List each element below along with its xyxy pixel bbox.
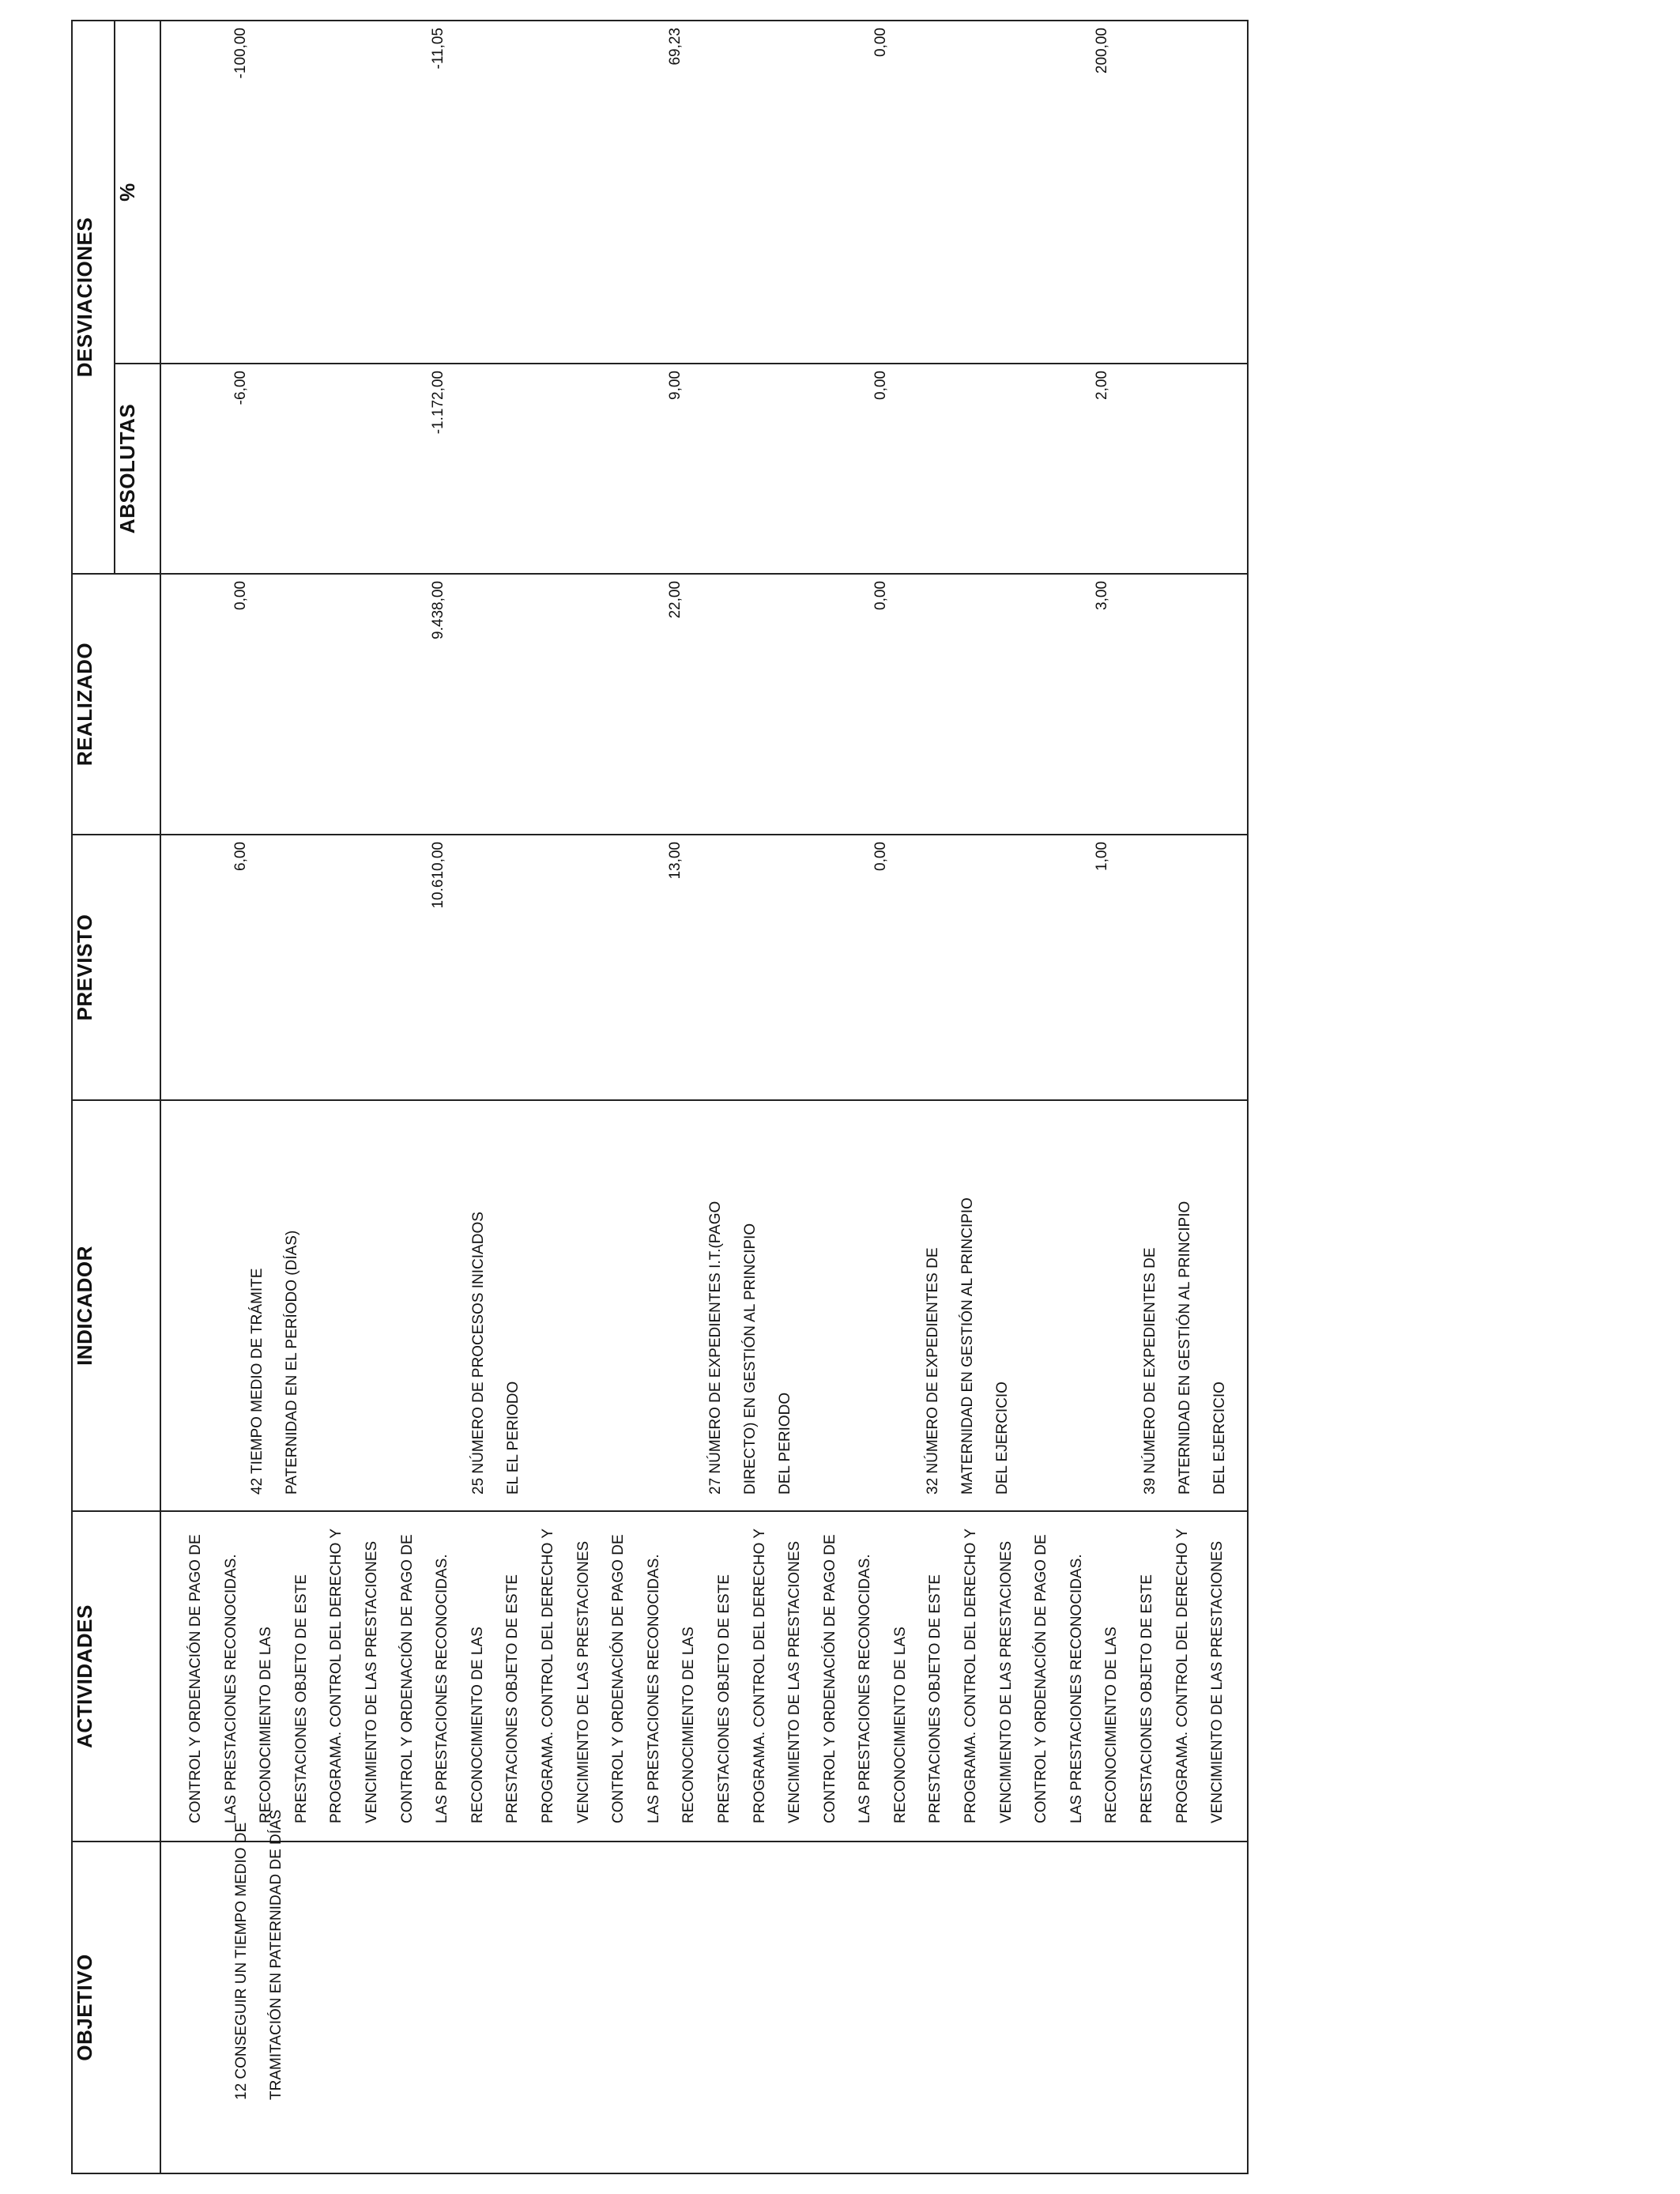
indicador-line: PATERNIDAD EN GESTIÓN AL PRINCIPIO	[1177, 1201, 1193, 1495]
actividad-line: PROGRAMA. CONTROL DEL DERECHO Y	[539, 1528, 556, 1823]
actividad-line: RECONOCIMIENTO DE LAS	[1103, 1627, 1121, 1823]
indicador-line: 42 TIEMPO MEDIO DE TRÁMITE	[249, 1268, 266, 1495]
actividades-cell	[160, 1511, 1248, 1842]
actividad-line: RECONOCIMIENTO DE LAS	[891, 1627, 909, 1823]
realizado-value: 0,00	[872, 581, 889, 610]
indicador-entry	[461, 1112, 531, 1495]
indicador-line: 32 NÚMERO DE EXPEDIENTES DE	[925, 1247, 941, 1495]
absolutas-value: -1.172,00	[430, 371, 446, 435]
actividad-line: LAS PRESTACIONES RECONOCIDAS.	[434, 1554, 451, 1823]
actividad-line: PRESTACIONES OBJETO DE ESTE	[927, 1574, 944, 1823]
porcentaje-cell	[160, 21, 1248, 364]
actividad-line: LAS PRESTACIONES RECONOCIDAS.	[857, 1554, 874, 1823]
indicador-line: PATERNIDAD EN EL PERÍODO (DÍAS)	[284, 1230, 300, 1495]
previsto-value: 10.610,00	[430, 842, 446, 909]
absolutas-cell	[160, 364, 1248, 574]
actividad-line: CONTROL Y ORDENACIÓN DE PAGO DE	[610, 1534, 627, 1823]
porcentaje-value: 0,00	[872, 28, 889, 57]
actividad-line: PROGRAMA. CONTROL DEL DERECHO Y	[962, 1528, 980, 1823]
actividad-line: VENCIMIENTO DE LAS PRESTACIONES	[363, 1540, 380, 1823]
indicador-line: DEL EJERCICIO	[1211, 1382, 1228, 1495]
actividad-line: CONTROL Y ORDENACIÓN DE PAGO DE	[1033, 1534, 1050, 1823]
actividad-line: PRESTACIONES OBJETO DE ESTE	[504, 1574, 522, 1823]
actividad-line: CONTROL Y ORDENACIÓN DE PAGO DE	[821, 1534, 838, 1823]
indicador-line: EL EL PERIODO	[505, 1381, 522, 1495]
header-indicador: INDICADOR	[72, 1100, 160, 1511]
previsto-value: 1,00	[1094, 842, 1110, 871]
objetivo-line: TRAMITACIÓN EN PATERNIDAD DE DÍAS	[268, 1809, 284, 2100]
realizado-cell	[160, 574, 1248, 835]
indicador-entry	[1133, 1112, 1237, 1495]
realizado-value: 9.438,00	[430, 581, 446, 639]
header-objetivo: OBJETIVO	[72, 1842, 160, 2173]
actividades-list	[179, 1523, 1236, 1823]
objetivo-cell	[160, 1809, 1248, 2173]
porcentaje-value: 200,00	[1094, 28, 1110, 74]
objetivo-text	[224, 1809, 294, 2100]
indicador-line: MATERNIDAD EN GESTIÓN AL PRINCIPIO	[959, 1197, 976, 1495]
actividad-line: PROGRAMA. CONTROL DEL DERECHO Y	[328, 1528, 345, 1823]
previsto-value: 0,00	[872, 842, 889, 871]
porcentaje-value: 69,23	[667, 28, 684, 66]
header-realizado: REALIZADO	[72, 574, 160, 835]
actividad-line: CONTROL Y ORDENACIÓN DE PAGO DE	[187, 1534, 204, 1823]
realizado-value: 0,00	[232, 581, 249, 610]
realizado-value: 22,00	[667, 581, 684, 619]
indicador-line: DEL EJERCICIO	[994, 1382, 1011, 1495]
indicador-line: DIRECTO) EN GESTIÓN AL PRINCIPIO	[742, 1223, 759, 1495]
actividad-line: VENCIMIENTO DE LAS PRESTACIONES	[574, 1540, 592, 1823]
absolutas-value: -6,00	[232, 371, 249, 405]
actividad-line: CONTROL Y ORDENACIÓN DE PAGO DE	[398, 1534, 416, 1823]
realizado-value: 3,00	[1094, 581, 1110, 610]
previsto-value: 13,00	[667, 842, 684, 880]
indicador-line: 25 NÚMERO DE PROCESOS INICIADOS	[470, 1212, 487, 1495]
indicador-line: 39 NÚMERO DE EXPEDIENTES DE	[1142, 1247, 1158, 1495]
actividad-line: RECONOCIMIENTO DE LAS	[680, 1627, 698, 1823]
actividad-line: VENCIMIENTO DE LAS PRESTACIONES	[1209, 1540, 1226, 1823]
actividad-line: PRESTACIONES OBJETO DE ESTE	[715, 1574, 733, 1823]
objectives-table	[71, 20, 1249, 2174]
indicador-entry	[699, 1112, 803, 1495]
actividad-line: PRESTACIONES OBJETO DE ESTE	[292, 1574, 310, 1823]
indicador-entry	[916, 1112, 1020, 1495]
actividad-line: LAS PRESTACIONES RECONOCIDAS.	[1068, 1554, 1085, 1823]
actividad-line: PROGRAMA. CONTROL DEL DERECHO Y	[751, 1528, 768, 1823]
actividad-line: LAS PRESTACIONES RECONOCIDAS.	[222, 1554, 239, 1823]
indicador-entry	[240, 1112, 310, 1495]
indicador-cell	[160, 1100, 1248, 1511]
absolutas-value: 0,00	[872, 371, 889, 400]
previsto-value: 6,00	[232, 842, 249, 871]
header-porcentaje: %	[115, 21, 160, 364]
absolutas-value: 9,00	[667, 371, 684, 400]
indicador-line: DEL PERIODO	[777, 1392, 793, 1495]
actividad-line: LAS PRESTACIONES RECONOCIDAS.	[645, 1554, 662, 1823]
actividad-line: RECONOCIMIENTO DE LAS	[258, 1627, 275, 1823]
actividad-line: VENCIMIENTO DE LAS PRESTACIONES	[997, 1540, 1015, 1823]
indicador-line: 27 NÚMERO DE EXPEDIENTES I.T.(PAGO	[707, 1201, 724, 1495]
actividad-line: PRESTACIONES OBJETO DE ESTE	[1139, 1574, 1156, 1823]
objetivo-line: 12 CONSEGUIR UN TIEMPO MEDIO DE	[233, 1822, 250, 2100]
previsto-cell	[160, 835, 1248, 1100]
porcentaje-value: -11,05	[430, 28, 446, 70]
header-previsto: PREVISTO	[72, 835, 160, 1100]
header-actividades: ACTIVIDADES	[72, 1511, 160, 1842]
rotated-document-page	[71, 21, 1249, 2174]
actividad-line: RECONOCIMIENTO DE LAS	[469, 1627, 486, 1823]
actividad-line: PROGRAMA. CONTROL DEL DERECHO Y	[1173, 1528, 1191, 1823]
actividad-line: VENCIMIENTO DE LAS PRESTACIONES	[786, 1540, 804, 1823]
absolutas-value: 2,00	[1094, 371, 1110, 400]
porcentaje-value: -100,00	[232, 28, 249, 79]
header-desviaciones: DESVIACIONES	[72, 21, 115, 574]
header-absolutas: ABSOLUTAS	[115, 364, 160, 574]
